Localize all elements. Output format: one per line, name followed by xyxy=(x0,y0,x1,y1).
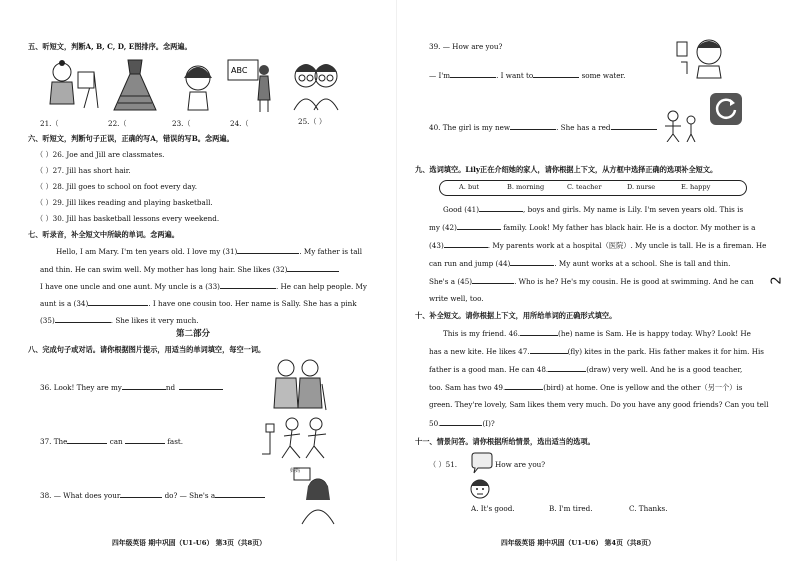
girl-painting-picture xyxy=(44,58,100,114)
answer-21: 21.（ xyxy=(40,119,59,128)
girl-with-bag-picture xyxy=(659,108,703,142)
passage-line: has a new kite. He likes 47. (fly) kites in the park. His father makes it for him. His xyxy=(429,347,765,356)
question-40: 40. The girl is my new . She has a red xyxy=(429,122,657,132)
passage-line: Hello, I am Mary. I'm ten years old. I love my (31) . My father is tall xyxy=(56,247,363,256)
item-29: （ ）29. Jill likes reading and playing basketball. xyxy=(36,198,213,207)
svg-text:ABC: ABC xyxy=(231,66,248,75)
passage-line: write well, too. xyxy=(429,294,484,303)
side-page-number: 2 xyxy=(769,276,785,285)
section6-title: 六、听短文，判断句子正误，正确的写A，错误的写B。念两遍。 xyxy=(28,134,234,143)
option-51-b: B. I'm tired. xyxy=(549,504,593,513)
item-26: （ ）26. Joe and Jill are classmates. xyxy=(36,150,165,159)
section7-title: 七、听录音，补全短文中所缺的单词。念两遍。 xyxy=(28,230,179,239)
item-30: （ ）30. Jill has basketball lessons every weekend. xyxy=(36,214,220,223)
part-two-heading: 第二部分 xyxy=(176,329,211,339)
thirsty-boy-picture xyxy=(673,36,731,80)
passage-line: This is my friend. 46. (he) name is Sam. He is happy today. Why? Look! He xyxy=(443,329,751,338)
question-51: （ ）51. xyxy=(429,460,458,469)
right-footer: 四年级英语 期中巩固（U1-U6） 第4页（共8页） xyxy=(501,539,655,547)
passage-line: (43) . My parents work at a hospital（医院）. My uncle is tall. He is a fireman. He xyxy=(429,241,767,250)
passage-line: too. Sam has two 49. (bird) at home. One is yellow and the other（另一个）is xyxy=(429,383,743,392)
answer-25: 25.（ ） xyxy=(298,117,327,126)
passage-line: (35) . She likes it very much. xyxy=(40,316,199,325)
option-e: E. happy xyxy=(681,183,711,191)
passage-line: I have one uncle and one aunt. My uncle is a (33) . He can help people. My xyxy=(40,282,367,291)
girl-face-picture xyxy=(178,60,218,114)
passage-line: can run and jump (44) . My aunt works at a school. She is tall and thin. xyxy=(429,259,731,268)
answer-24: 24.（ xyxy=(230,119,249,128)
refresh-icon[interactable] xyxy=(709,92,743,126)
option-51-a: A. It's good. xyxy=(471,504,515,513)
item-27: （ ）27. Jill has short hair. xyxy=(36,166,131,175)
boy-face-picture xyxy=(467,476,493,500)
passage-line: father is a good man. He can 48. (draw) very well. And he is a good teacher, xyxy=(429,365,743,374)
section11-title: 十一、情景问答。请你根据所给情景，选出适当的选项。 xyxy=(415,437,595,446)
grandparents-picture xyxy=(268,356,328,412)
section10-title: 十、补全短文。请你根据上下文，用所给单词的正确形式填空。 xyxy=(415,311,617,320)
question-39-prompt: 39. — How are you? xyxy=(429,42,503,51)
passage-line: 50. (I)? xyxy=(429,419,495,428)
right-page xyxy=(397,0,794,561)
speech-bubble-icon xyxy=(470,452,494,474)
option-51-c: C. Thanks. xyxy=(629,504,668,513)
question-51-text: How are you? xyxy=(495,460,546,469)
passage-line: green. They're lovely, Sam likes them very much. Do you have any good friends? Can you tell xyxy=(429,400,769,409)
question-36: 36. Look! They are my nd xyxy=(40,382,223,392)
passage-line: aunt is a (34) . I have one cousin too. Her name is Sally. She has a pink xyxy=(40,299,357,308)
option-a: A. but xyxy=(459,183,480,191)
option-d: D. nurse xyxy=(627,183,656,191)
question-37: 37. The can fast. xyxy=(40,437,184,446)
item-28: （ ）28. Jill goes to school on foot every day. xyxy=(36,182,198,191)
passage-line: Good (41) , boys and girls. My name is Lily. I'm seven years old. This is xyxy=(443,205,744,214)
left-footer: 四年级英语 期中巩固（U1-U6） 第3页（共8页） xyxy=(112,539,266,547)
passage-line: She's a (45) . Who is he? He's my cousin. He is good at swimming. And he can xyxy=(429,277,754,286)
section8-title: 八、完成句子或对话。请你根据图片提示，用适当的单词填空，每空一词。 xyxy=(28,345,266,354)
two-people-glasses-picture xyxy=(290,58,342,114)
dress-picture xyxy=(110,56,160,116)
section9-title: 九、选词填空。Lily正在介绍她的家人，请你根据上下文，从方框中选择正确的选项补全短文。 xyxy=(415,165,718,174)
answer-23: 23.（ xyxy=(172,119,191,128)
section5-title: 五、听短文，判断A, B, C, D, E图排序。念两遍。 xyxy=(28,42,192,51)
passage-line: and thin. He can swim well. My mother has long hair. She likes (32) xyxy=(40,264,339,274)
question-38: 38. — What does your do? — She's a xyxy=(40,490,265,500)
question-39: — I'm . I want to some water. xyxy=(429,71,626,80)
option-b: B. morning xyxy=(507,183,545,191)
option-c: C. teacher xyxy=(567,183,602,191)
answer-22: 22.（ xyxy=(108,119,127,128)
sign-text: 妈妈 xyxy=(290,468,301,474)
passage-line: my (42) family. Look! My father has black hair. He is a doctor. My mother is a xyxy=(429,223,756,232)
running-children-picture xyxy=(260,414,330,462)
teacher-blackboard-picture xyxy=(226,56,276,116)
